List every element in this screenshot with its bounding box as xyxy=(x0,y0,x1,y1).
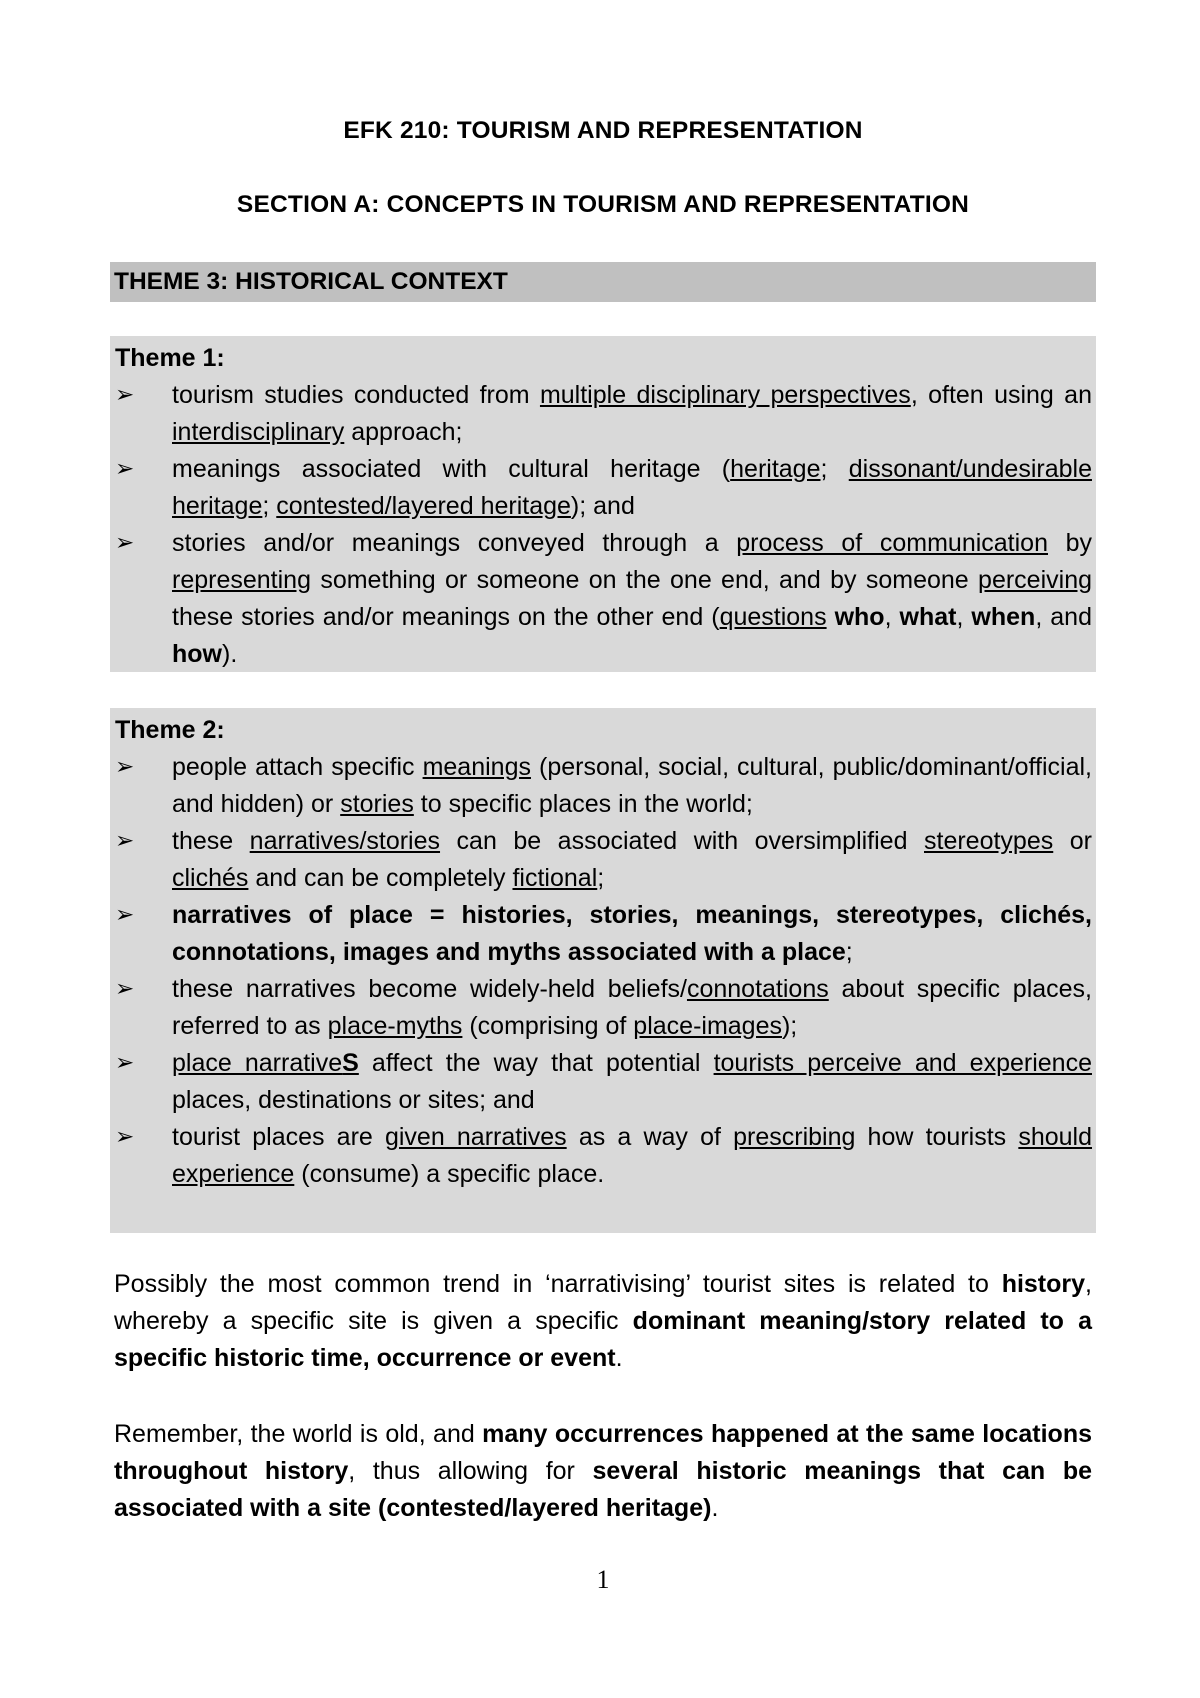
text-run: . xyxy=(711,1494,719,1522)
theme1-box xyxy=(110,336,1096,672)
text-run: these xyxy=(172,827,250,855)
paragraph-remember xyxy=(114,1416,1092,1527)
arrow-bullet-icon: ➢ xyxy=(115,754,135,780)
underlined-text: place-images xyxy=(633,1012,782,1040)
text-run xyxy=(827,603,835,631)
text-run: , often using an xyxy=(910,381,1092,409)
text-run: by xyxy=(1048,529,1093,557)
text-run: can be associated with oversimplified xyxy=(440,827,924,855)
arrow-bullet-icon: ➢ xyxy=(115,828,135,854)
theme1-title: Theme 1: xyxy=(115,344,225,372)
theme-heading-bar: THEME 3: HISTORICAL CONTEXT xyxy=(110,262,1096,302)
text-run: affect the way that potential xyxy=(358,1049,714,1077)
bold-text: history xyxy=(1001,1270,1086,1298)
bold-text: many occurrences happened at the same locations throughout history xyxy=(114,1420,1092,1485)
page-number: 1 xyxy=(596,1565,610,1594)
arrow-bullet-icon: ➢ xyxy=(115,1124,135,1150)
document-page xyxy=(110,0,1096,1698)
text-run: tourism studies conducted from xyxy=(172,381,540,409)
text-run: Possibly the most common trend in ‘narrativising’ tourist sites is related to xyxy=(114,1270,1002,1298)
text-run: approach; xyxy=(344,418,463,446)
underlined-text: given narratives xyxy=(384,1123,567,1151)
text-run: these narratives become widely-held beliefs/ xyxy=(172,975,687,1003)
underlined-text: contested/layered heritage xyxy=(276,492,571,520)
text-run: ; xyxy=(597,864,605,892)
text-run: something or someone on the one end, and by someone xyxy=(310,566,979,594)
text-run: to specific places in the world; xyxy=(413,790,753,818)
underlined-text: narratives/stories xyxy=(249,827,441,855)
arrow-bullet-icon: ➢ xyxy=(115,902,135,928)
underlined-text: S xyxy=(342,1049,359,1077)
bold-text: what xyxy=(899,603,957,631)
underlined-text: place narrative xyxy=(172,1049,343,1077)
course-title: EFK 210: TOURISM AND REPRESENTATION xyxy=(343,117,863,144)
underlined-text: perceiving xyxy=(978,566,1092,594)
text-run: tourist places are xyxy=(172,1123,385,1151)
underlined-text: stories xyxy=(340,790,414,818)
theme1-list xyxy=(115,377,1092,673)
text-run: , whereby a specific site is given a specific xyxy=(114,1270,1092,1335)
text-run: people attach specific xyxy=(172,753,423,781)
text-run: meanings associated with cultural heritage ( xyxy=(172,455,731,483)
text-run: (personal, social, cultural, public/dominant/official, and hidden) or xyxy=(172,753,1092,818)
text-run: (comprising of xyxy=(462,1012,634,1040)
arrow-bullet-icon: ➢ xyxy=(115,976,135,1002)
bullet-item xyxy=(115,377,1092,451)
section-title: SECTION A: CONCEPTS IN TOURISM AND REPRESENTATION xyxy=(236,191,970,218)
text-run: (consume) a specific place. xyxy=(294,1160,605,1188)
text-run: stories and/or meanings conveyed through a xyxy=(172,529,737,557)
bold-text: how xyxy=(172,640,222,668)
arrow-bullet-icon: ➢ xyxy=(115,382,135,408)
text-run: ; xyxy=(820,455,849,483)
text-run: Remember, the world is old, and xyxy=(114,1420,483,1448)
text-run: about specific places, referred to as xyxy=(172,975,1092,1040)
text-run: ); and xyxy=(570,492,635,520)
text-run: or xyxy=(1053,827,1092,855)
bold-text: several historic meanings that can be associated with a site (contested/layered heritage) xyxy=(114,1457,1092,1522)
arrow-bullet-icon: ➢ xyxy=(115,530,135,556)
bullet-item xyxy=(115,823,1092,897)
underlined-text: stereotypes xyxy=(924,827,1054,855)
bullet-item xyxy=(115,525,1092,673)
text-run: ); xyxy=(781,1012,798,1040)
underlined-text: questions xyxy=(719,603,827,631)
underlined-text: dissonant/undesirable heritage xyxy=(172,455,1092,520)
bold-text: narratives of place = histories, stories, meanings, stereotypes, clichés, connotations, images and myths associated with a place xyxy=(172,901,1092,966)
text-run: , xyxy=(956,603,972,631)
text-run: , and xyxy=(1035,603,1092,631)
arrow-bullet-icon: ➢ xyxy=(115,1050,135,1076)
text-run: ; xyxy=(262,492,277,520)
underlined-text: fictional xyxy=(512,864,598,892)
text-run: how tourists xyxy=(855,1123,1019,1151)
underlined-text: interdisciplinary xyxy=(172,418,345,446)
arrow-bullet-icon: ➢ xyxy=(115,456,135,482)
bullet-item xyxy=(115,451,1092,525)
underlined-text: clichés xyxy=(172,864,249,892)
underlined-text: process of communication xyxy=(736,529,1048,557)
underlined-text: prescribing xyxy=(733,1123,856,1151)
bold-text: dominant meaning/story related to a specific historic time, occurrence or event xyxy=(114,1307,1092,1372)
bullet-item xyxy=(115,1119,1092,1193)
underlined-text: place-myths xyxy=(327,1012,463,1040)
underlined-text: heritage xyxy=(730,455,821,483)
bullet-item xyxy=(115,1045,1092,1119)
bold-text: who xyxy=(834,603,885,631)
text-run: . xyxy=(615,1344,623,1372)
text-run: , xyxy=(884,603,900,631)
underlined-text: multiple disciplinary perspectives xyxy=(539,381,911,409)
underlined-text: connotations xyxy=(686,975,829,1003)
text-run: and can be completely xyxy=(248,864,513,892)
underlined-text: representing xyxy=(172,566,311,594)
bold-text: when xyxy=(971,603,1036,631)
bullet-item xyxy=(115,897,1092,971)
theme2-list xyxy=(115,749,1092,1193)
text-run: places, destinations or sites; and xyxy=(172,1086,535,1114)
text-run: ; xyxy=(845,938,853,966)
theme2-box xyxy=(110,708,1096,1233)
text-run: ). xyxy=(222,640,238,668)
underlined-text: meanings xyxy=(422,753,531,781)
text-run: these stories and/or meanings on the other end ( xyxy=(172,603,720,631)
text-run: as a way of xyxy=(566,1123,734,1151)
paragraph-history xyxy=(114,1266,1092,1377)
bullet-item xyxy=(115,971,1092,1045)
underlined-text: should experience xyxy=(172,1123,1092,1188)
text-run: , thus allowing for xyxy=(348,1457,593,1485)
underlined-text: tourists perceive and experience xyxy=(713,1049,1092,1077)
theme2-title: Theme 2: xyxy=(115,716,225,744)
bullet-item xyxy=(115,749,1092,823)
